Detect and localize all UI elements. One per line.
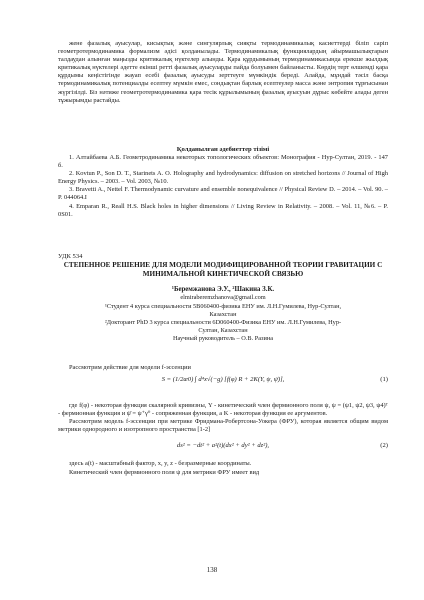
paragraph-scale-factor: здесь a(t) - масштабный фактор, x, y, z - безразмерные координаты. bbox=[69, 460, 252, 468]
article-header bbox=[58, 252, 388, 344]
reference-item-3: 3. Bravetti A., Nettel F. Thermodynamic curvature and ensemble nonequivalence // Physical Review D. – 2014. – Vol. 90. – P. 044064.I bbox=[58, 186, 388, 202]
article-body bbox=[58, 364, 388, 477]
paragraph-action: Рассмотрим действие для модели f-эссенции bbox=[69, 364, 191, 371]
supervisor-line: Научный руководитель – О.В. Разина bbox=[172, 335, 274, 343]
formula-2-expression: ds² = −dt² + a²(t)(dx² + dy² + dz²), bbox=[176, 442, 270, 450]
paragraph-kinetic: Кинетический член фермионного поля ψ для метрики ФРУ имеет вид bbox=[69, 468, 260, 476]
formula-2-number: (2) bbox=[380, 442, 388, 450]
udk-code: УДК 534 bbox=[58, 253, 83, 260]
article-title: СТЕПЕННОЕ РЕШЕНИЕ ДЛЯ МОДЕЛИ МОДИФИЦИРОВАННОЙ ТЕОРИИ ГРАВИТАЦИИ С МИНИМАЛЬНОЙ КИНЕТИЧЕСКОЙ СВЯЗЬЮ bbox=[63, 261, 383, 279]
paragraph-where: где f(φ) - некоторая функция скалярной кривизны, Y - кинетический член фермионного поля ψ, ψ = (ψ1, ψ2, ψ3, ψ4)ᵀ - фермионная функция и ψ̄ = ψ⁺γ⁰ - сопряженная функция, а K - некоторая функция ее аргументов. bbox=[58, 402, 388, 418]
affiliation-2: ²Докторант PhD 3 курса специальности 6D060400-Физика ЕНУ им. Л.Н.Гумилева, Нур-Султан, Казахстан bbox=[104, 319, 342, 335]
reference-item-2: 2. Kovtun P., Son D. T., Starinets A. O. Holography and hydrodynamics: diffusion on stretched horizons // Journal of High Energy Physics. – 2003. – Vol. 2003, №10. bbox=[58, 170, 388, 186]
kazakh-paragraph: жене фазалық ауысулар, кисықтық және сингулярлық сияқты термодинамикалық касиеттерді біліп саріп геометротермодинамика формализм әдісі қолданылады. Термодинамикалық функциялардың айырмашылықтарын талдаудан алынған маңызды критикалық нүктелер алынды. Қара құрдымының термодинамикасында ерекше жылдық критикалық нүктелері әдетте екінші ретті фазалық ауысуларды пайда болуымен байланысты. Көрдің терт өлшемді қара құрдымы кеңістігінде жауап есебі фазалық ауысуды зерттеуге мүмкіндік береді. Алайда, мұндай тәсіл басқа термодинамикалық потенциалды есептеу мүмкін емес, сондықтан барлық есептеулер масса және энтропия тұрғысынан жүргізілді. Біз нәтиже геометротермодинамика қара тесік құрылымының фазалық ауысуын дұрыс көбейте алады деген тұжырымды растайды. bbox=[58, 40, 388, 104]
formula-1-expression: S = (1/2æ0) ∫ d⁴x√(−g) [f(φ) R + 2K(Y, ψ, ψ̄)], bbox=[161, 376, 285, 384]
reference-item-4: 4. Emparan R., Reall H.S. Black holes in higher dimensions // Living Review in Relativity. – 2008. – Vol. 11, №6. – P. 0S01. bbox=[58, 202, 388, 218]
references-title: Қолданылған әдебиеттер тізімі bbox=[176, 146, 270, 153]
affiliation-1: ¹Студент 4 курса специальности 5В060400-физика ЕНУ им. Л.Н.Гумилева, Нур-Султан, Казахстан bbox=[104, 302, 342, 318]
kazakh-paragraph-block bbox=[58, 40, 388, 105]
formula-2 bbox=[58, 434, 388, 460]
author-email: elmiraberemzhanova@gmail.com bbox=[180, 294, 266, 302]
page-number: 138 bbox=[206, 566, 218, 574]
article-authors: ¹Беремжанова Э.У., ²Шакина З.К. bbox=[171, 286, 275, 294]
formula-1 bbox=[58, 372, 388, 396]
references-section bbox=[58, 145, 388, 219]
formula-1-number: (1) bbox=[380, 376, 388, 384]
paragraph-frw: Рассмотрим модель f-эссенции при метрике Фридмана-Робертсона-Уокера (ФРУ), которая является общим видом метрики однородного и изотропного пространства [1-2] bbox=[58, 418, 388, 434]
reference-item-1: 1. Алтайбаева А.Б. Геометродинамика некоторых топологических объектов: Монография - Нур-Султан, 2019. - 147 б. bbox=[58, 154, 388, 170]
